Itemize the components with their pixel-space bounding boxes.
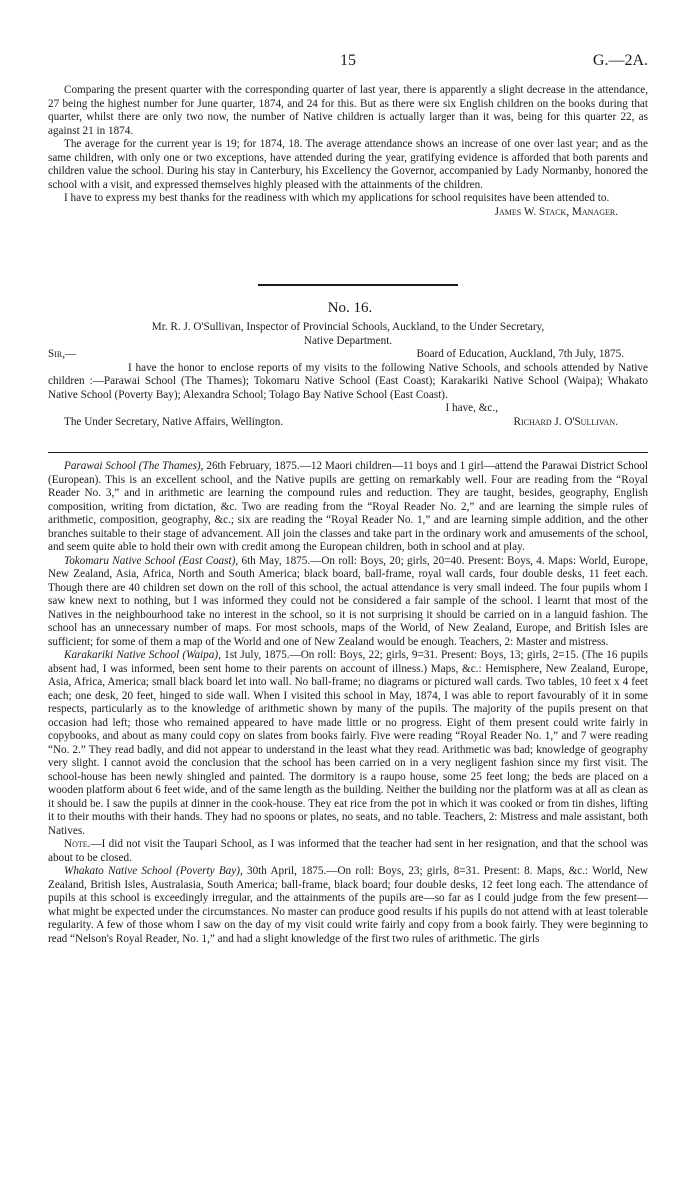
report-tokomaru: [48, 555, 648, 650]
page-number: 15: [340, 52, 356, 69]
inspector-signature: Richard J. O'Sullivan.: [513, 415, 618, 428]
report-parawai: [48, 460, 648, 555]
intro-paragraph-3: I have to express my best thanks for the readiness with which my applications for school requisites have been attended to.: [64, 192, 610, 204]
report-whakato: [48, 865, 648, 946]
signature-row: [48, 416, 648, 430]
note-text: —I did not visit the Taupari School, as I was informed that the teacher had sent in her resignation, and that the school was about to be closed.: [48, 838, 648, 864]
salutation-row: [48, 348, 648, 362]
report-parawai-title: Parawai School (The Thames),: [64, 460, 204, 472]
report-tokomaru-text: 6th May, 1875.—On roll: Boys, 20; girls, 20=40. Present: Boys, 4. Maps: World, Europe, New Zealand, Asia, Africa, North and South America; black board, ball-frame, royal wall cards, four double desks, 11 feet each. Though there are 40 children set down on the roll of this school, the actual attendance is very small indeed. The four pupils whom I saw knew next to nothing, but I was informed they could not be considered a fair sample of the school. I learnt that most of the Natives in the neighbourhood take no interest in the school, so it is not surprising it should be carried on in a languid fashion. The school has an unnecessary number of maps. For most schools, maps of the World, of New Zealand, Europe, and British Isles are sufficient; for some of them a map of the World and one of New Zealand would be enough. Teachers, 2: Master and mistress.: [48, 554, 648, 648]
letter-divider: [48, 452, 648, 453]
intro-section: [48, 84, 648, 219]
school-reports: [48, 460, 648, 946]
intro-paragraph-1: Comparing the present quarter with the corresponding quarter of last year, there is apparently a slight decrease in the attendance, 27 being the highest number for June quarter, 1874, and 24 for this. But as there were six English children on the books during that quarter, whilst there are only two now, the number of Native children is actually larger than it was, being for this quarter 22, as against 21 in 1874.: [48, 84, 648, 137]
document-code: G.—2A.: [592, 52, 648, 69]
section-number: No. 16.: [327, 300, 373, 316]
section-divider: [258, 284, 458, 286]
letter-closing: I have, &c.,: [445, 402, 498, 414]
report-karakariki: [48, 649, 648, 838]
report-whakato-text: 30th April, 1875.—On roll: Boys, 23; girls, 8=31. Present: 8. Maps, &c.: World, New Zealand, British Isles, Australasia, South America; ball-frame, black board; four double desks, 12 feet long each. The attendance of pupils at this school is exceedingly irregular, and the attainments of the pupils are—so far as I could judge from the few present—what might be expected under the circumstances. No master can produce good results if his pupils do not attend with at least tolerable regularity. A few of those whom I saw on the day of my visit could write fairly and copy from a book fairly. They were beginning to read “Nelson's Royal Reader, No. 1,” and had a slight knowledge of the first two rules of arithmetic. The girls: [48, 865, 648, 945]
report-karakariki-text: 1st July, 1875.—On roll: Boys, 22; girls, 9=31. Present: Boys, 13; girls, 2=15. (The 16 pupils absent had, I was informed, been sent home to their parents on account of illness.) Maps, &c.: Hemisphere, New Zealand, Europe, Asia, Africa, America; small black board let into wall. No ball-frame; no diagrams or pictured wall cards. Two tables, 10 feet x 4 feet each; one desk, 20 feet, hinged to side wall. When I visited this school in May, 1874, I was able to report favourably of it in some respects, particularly as to the knowledge of arithmetic shown by many of the pupils. The majority of the pupils present on that occasion had left; those who remained appeared to have made little or no progress. Eight of them present could write fairly in copybooks, and about as many could copy on slates from books fairly. Five were reading “Royal Reader No. 1,” and 7 were reading “No. 2.” They read badly, and did not appear to understand in the least what they read. Arithmetic was bad; knowledge of geography very slight. I cannot avoid the conclusion that the school has been carried on in a very negligent fashion since my first visit. The school-house has been newly shingled and painted. The dormitory is a raupo house, some 25 feet long; the beds are placed on a wooden platform about 6 feet wide, and of the same length as the building. Neither the building nor the platform was at all as clean as it should be. I saw the pupils at dinner in the cook-house. They eat rice from the pot in which it was cooked or from tin dishes, lifting it to their mouths with their hands. They had no spoons or plates, no seats, and no table. Teachers, 2: Mistress and male assistant, both Natives.: [48, 649, 649, 837]
report-karakariki-title: Karakariki Native School (Waipa),: [64, 649, 221, 661]
heading-line-2: Native Department.: [303, 334, 393, 347]
salutation: Sir,—: [48, 348, 77, 360]
letter-addressee: The Under Secretary, Native Affairs, Wellington.: [64, 415, 284, 428]
letter-body: I have the honor to enclose reports of my visits to the following Native Schools, and schools attended by Native children :—Parawai School (The Thames); Tokomaru Native School (East Coast); Karakariki Native School (Waipa); Whakato Native School (Poverty Bay); Alexandra School; Tolago Bay Native School (East Coast).: [48, 361, 648, 401]
letter-address: Board of Education, Auckland, 7th July, 1875.: [416, 348, 624, 360]
page-header: [48, 52, 648, 72]
cover-letter: [48, 348, 648, 429]
report-note: [48, 838, 648, 865]
section-heading: [48, 321, 648, 348]
note-label: Note.: [64, 838, 91, 850]
manager-signature: James W. Stack, Manager.: [494, 205, 618, 218]
report-whakato-title: Whakato Native School (Poverty Bay),: [64, 865, 243, 877]
heading-line-1: Mr. R. J. O'Sullivan, Inspector of Provincial Schools, Auckland, to the Under Secretary,: [151, 321, 545, 333]
intro-paragraph-2: The average for the current year is 19; for 1874, 18. The average attendance shows an increase of one over last year; and as the same children, with only one or two exceptions, have attended during the year, gratifying evidence is afforded that both parents and children value the school. During his stay in Canterbury, his Excellency the Governor, accompanied by Lady Normanby, honored the school with a visit, and expressed themselves highly pleased with the attainments of the children.: [48, 138, 648, 191]
report-tokomaru-title: Tokomaru Native School (East Coast),: [64, 554, 239, 567]
report-parawai-text: 26th February, 1875.—12 Maori children—11 boys and 1 girl—attend the Parawai District School (European). This is an excellent school, and the Native pupils are getting on remarkably well. Four are reading from the “Royal Reader No. 3,” and in arithmetic are learning the compound rules and reduction. They are taught, besides, geography, English composition, writing from dictation, &c. Two are reading from the “Royal Reader No. 2,” and are learning the simple rules of arithmetic, composition, geography, &c.; six are reading the “Royal Reader No. 1,” and are learning simple addition, and the other branches suitable to their stage of advancement. All join the classes and take part in the ordinary work and amusements of the school, and seem quite able to hold their own with credit among the European children, both in school and at play.: [48, 460, 649, 553]
